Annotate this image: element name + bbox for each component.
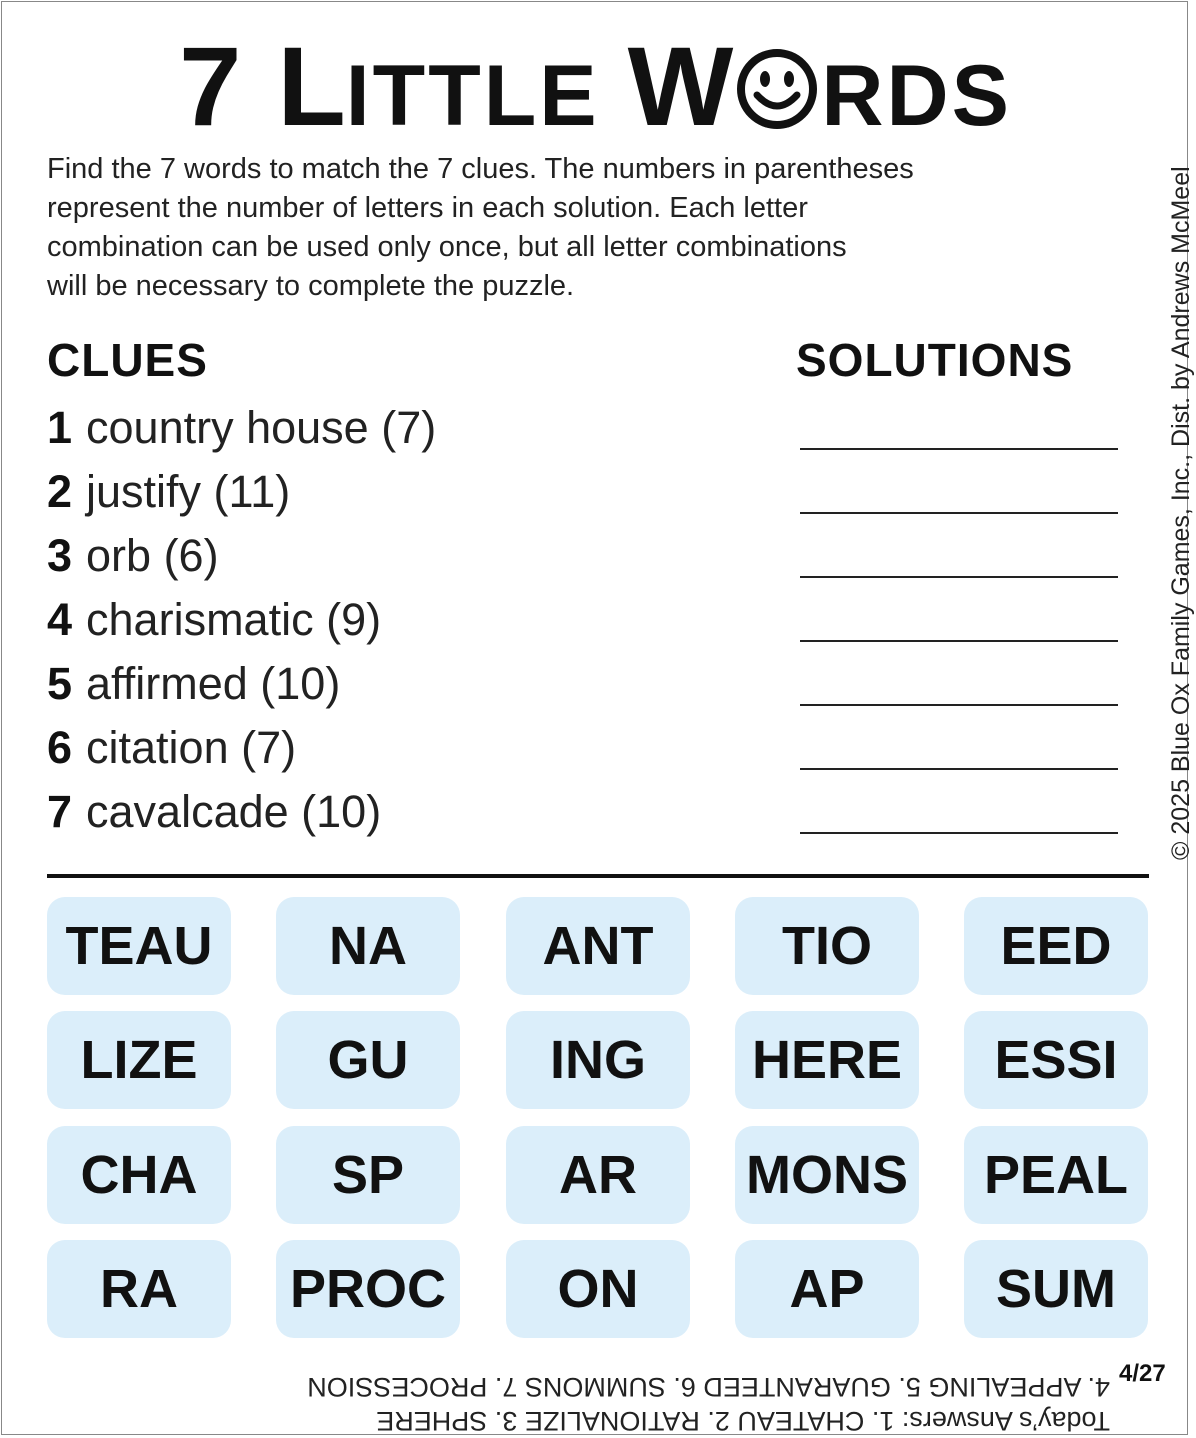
divider	[47, 874, 1149, 878]
clue-7	[47, 786, 381, 838]
clue-2	[47, 466, 290, 518]
clue-number: 4	[47, 594, 73, 645]
letter-tile[interactable]: ING	[506, 1011, 690, 1109]
letter-tile[interactable]: AR	[506, 1126, 690, 1224]
title-words-initial: W	[627, 24, 734, 149]
instructions-line: Find the 7 words to match the 7 clues. The numbers in parentheses	[47, 153, 914, 185]
clue-6	[47, 722, 296, 774]
clue-4	[47, 594, 381, 646]
clue-number: 1	[47, 402, 73, 453]
solution-blank-1[interactable]	[800, 448, 1118, 450]
letter-tile[interactable]: LIZE	[47, 1011, 231, 1109]
letter-tile[interactable]: PROC	[276, 1240, 460, 1338]
answers-line-2: 4. APPEALING 5. GUARANTEED 6. SUMMONS 7. PROCESSION	[307, 1372, 1110, 1402]
clue-number: 3	[47, 530, 73, 581]
clue-text: affirmed (10)	[86, 658, 341, 709]
instructions-line: represent the number of letters in each solution. Each letter	[47, 192, 808, 224]
puzzle-title	[0, 22, 1191, 149]
title-little-rest: ITTLE	[345, 48, 600, 144]
letter-tile[interactable]: CHA	[47, 1126, 231, 1224]
letter-tile[interactable]: RA	[47, 1240, 231, 1338]
letter-tile[interactable]: ON	[506, 1240, 690, 1338]
clue-number: 6	[47, 722, 73, 773]
clue-number: 2	[47, 466, 73, 517]
solutions-header: SOLUTIONS	[796, 334, 1074, 386]
letter-tile[interactable]: EED	[964, 897, 1148, 995]
clue-5	[47, 658, 340, 710]
title-words-rest: RDS	[821, 48, 1012, 144]
solution-blank-7[interactable]	[800, 832, 1118, 834]
clue-text: charismatic (9)	[86, 594, 382, 645]
clue-text: citation (7)	[86, 722, 297, 773]
smiley-face-icon	[735, 47, 819, 131]
letter-tile[interactable]: HERE	[735, 1011, 919, 1109]
letter-tile[interactable]: NA	[276, 897, 460, 995]
solution-blank-3[interactable]	[800, 576, 1118, 578]
clue-text: cavalcade (10)	[86, 786, 382, 837]
clue-text: orb (6)	[86, 530, 219, 581]
solution-blank-5[interactable]	[800, 704, 1118, 706]
letter-tile[interactable]: TIO	[735, 897, 919, 995]
solution-blank-4[interactable]	[800, 640, 1118, 642]
letter-tile[interactable]: ESSI	[964, 1011, 1148, 1109]
solution-blank-6[interactable]	[800, 768, 1118, 770]
title-little-initial: L	[277, 24, 346, 149]
todays-answers-upside-down	[80, 1370, 1110, 1438]
answers-line-1: Today’s Answers: 1. CHATEAU 2. RATIONALIZE 3. SPHERE	[376, 1406, 1110, 1436]
letter-tile[interactable]: PEAL	[964, 1126, 1148, 1224]
letter-tile[interactable]: AP	[735, 1240, 919, 1338]
letter-tile[interactable]: GU	[276, 1011, 460, 1109]
clue-number: 7	[47, 786, 73, 837]
clue-number: 5	[47, 658, 73, 709]
instructions-line: will be necessary to complete the puzzle.	[47, 270, 575, 302]
clue-1	[47, 402, 436, 454]
clue-text: justify (11)	[86, 466, 291, 517]
clue-3	[47, 530, 219, 582]
letter-tile[interactable]: ANT	[506, 897, 690, 995]
letter-tile[interactable]: MONS	[735, 1126, 919, 1224]
letter-tile[interactable]: TEAU	[47, 897, 231, 995]
letter-tile[interactable]: SP	[276, 1126, 460, 1224]
instructions-line: combination can be used only once, but all letter combinations	[47, 231, 847, 263]
puzzle-date: 4/27	[1119, 1360, 1166, 1387]
title-number: 7	[179, 24, 244, 149]
solution-blank-2[interactable]	[800, 512, 1118, 514]
copyright-notice: © 2025 Blue Ox Family Games, Inc., Dist. by Andrews McMeel	[1167, 166, 1195, 860]
clues-header: CLUES	[47, 334, 208, 386]
clue-text: country house (7)	[86, 402, 437, 453]
letter-tile[interactable]: SUM	[964, 1240, 1148, 1338]
instructions	[47, 150, 1157, 306]
